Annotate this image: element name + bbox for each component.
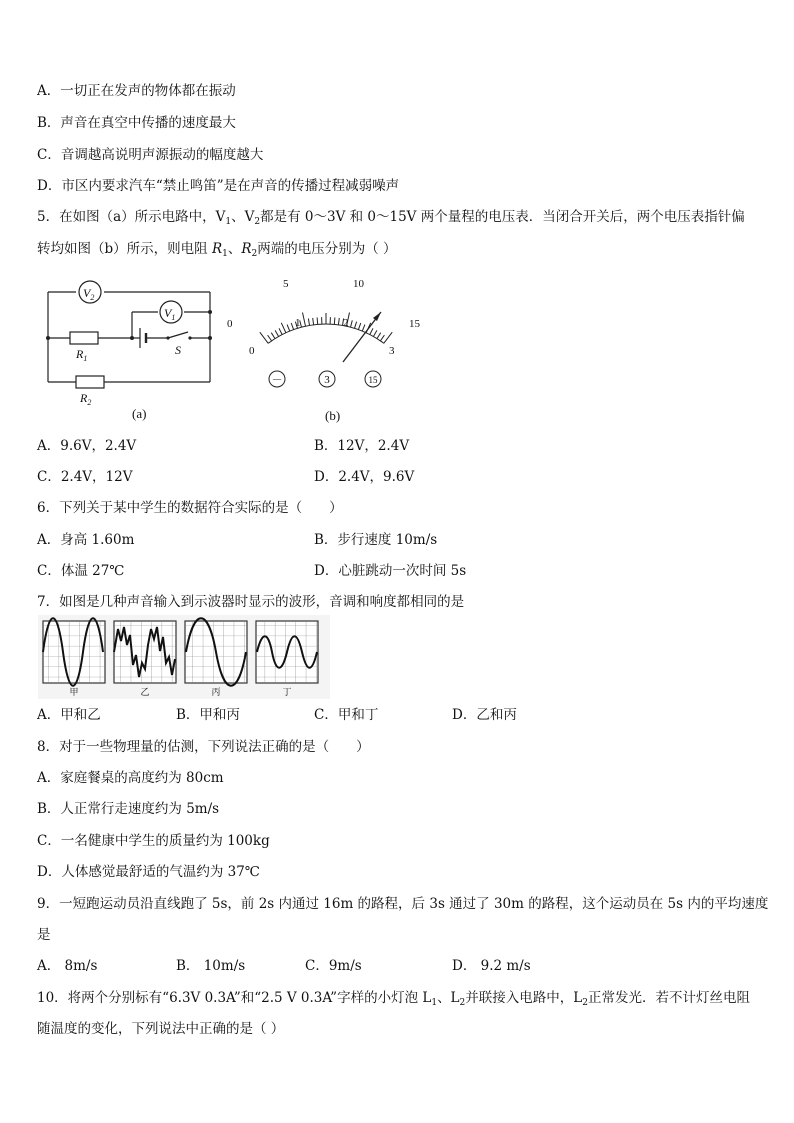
q7-stem: 7．如图是几种声音输入到示波器时显示的波形，音调和响度都相同的是 [37, 594, 465, 610]
dial-tick [303, 313, 306, 327]
q5-option-c: C．2.4V，12V [37, 469, 133, 485]
dial-tick [291, 323, 293, 330]
q7-option-d: D．乙和丙 [452, 707, 517, 723]
dial-bottom-label-2: 2 [343, 317, 349, 329]
figure-a-caption: (a) [132, 406, 147, 421]
waveform-bing [185, 618, 247, 686]
dial-tick [377, 333, 381, 339]
q8-option-c: C．一名健康中学生的质量约为 100kg [37, 833, 270, 849]
q5-option-b: B．12V，2.4V [314, 438, 410, 454]
q6-option-d: D．心脏跳动一次时间 5s [314, 563, 467, 579]
r2-label: $R_2$ [80, 391, 92, 407]
dial-bottom-label-0: 0 [249, 345, 255, 357]
waveform-label-bing: 丙 [211, 688, 221, 698]
q9-stem-line1: 9．一短跑运动员沿直线跑了 5s，前 2s 内通过 16m 的路程，后 3s 通过了 30m 的路程，这个运动员在 5s 内的平均速度 [37, 896, 769, 912]
dial-tick [334, 317, 335, 324]
q8-option-a: A．家庭餐桌的高度约为 80cm [37, 770, 224, 786]
dial-tick [308, 319, 309, 326]
dial-tick [380, 335, 384, 341]
waveform-label-ding: 丁 [282, 688, 292, 698]
q7-option-b: B．甲和丙 [176, 707, 240, 723]
dial-tick [358, 323, 360, 330]
dial-tick [355, 322, 357, 329]
dial-tick [338, 318, 339, 325]
v2-label: $V_2$ [83, 286, 95, 302]
dial-top-label-15: 15 [409, 318, 420, 330]
q6-option-b: B．步行速度 10m/s [314, 532, 438, 548]
q4-option-b: B．声音在真空中传播的速度最大 [37, 115, 236, 131]
terminal-15-label: 15 [368, 375, 378, 385]
q6-stem: 6．下列关于某中学生的数据符合实际的是（ ） [37, 500, 343, 516]
dial-tick [362, 325, 365, 332]
q5-option-a: A．9.6V，2.4V [37, 438, 137, 454]
dial-tick [370, 328, 373, 334]
q5-option-d: D．2.4V，9.6V [314, 469, 415, 485]
dial-tick [281, 323, 286, 333]
q6-option-c: C．体温 27℃ [37, 563, 125, 579]
waveform-label-yi: 乙 [140, 688, 150, 698]
dial-top-label-0: 0 [227, 318, 233, 330]
dial-tick [287, 325, 290, 332]
dial-tick [351, 320, 353, 327]
q9-option-d: D． 9.2 m/s [452, 958, 531, 974]
q4-option-a: A．一切正在发声的物体都在振动 [37, 83, 236, 99]
q10-stem-line2: 随温度的变化，下列说法中正确的是（ ） [37, 1021, 285, 1037]
waveform-ding [256, 621, 318, 683]
q8-option-d: D．人体感觉最舒适的气温约为 37℃ [37, 864, 260, 880]
q9-option-a: A． 8m/s [37, 958, 98, 974]
dial-tick [268, 335, 272, 341]
dial-tick [373, 330, 377, 336]
q9-option-c: C．9m/s [305, 958, 362, 974]
figure-b-caption: (b) [325, 408, 341, 423]
q7-option-a: A．甲和乙 [37, 707, 101, 723]
terminal-3-label: 3 [324, 374, 330, 386]
r1-label: $R_1$ [76, 347, 88, 363]
terminal-negative-label: － [271, 374, 283, 386]
dial-bottom-label-3: 3 [389, 345, 395, 357]
dial-tick [384, 332, 392, 343]
dial-bottom-label-1: 1 [295, 317, 301, 329]
dial-tick [275, 330, 279, 336]
dial-tick [313, 318, 314, 325]
q8-stem: 8．对于一些物理量的估测，下列说法正确的是（ ） [37, 739, 370, 755]
q5-stem-line2: 转均如图（b）所示，则电阻 $R_1$、$R_2$两端的电压分别为（ ） [37, 241, 397, 259]
v1-label: $V_1$ [164, 306, 176, 322]
q5-stem-line1: 5．在如图（a）所示电路中，$V_1$、$V_2$都是有 0～3V 和 0～15V 两个量程的电压表．当闭合开关后，两个电压表指针偏 [37, 209, 745, 227]
q9-option-b: B． 10m/s [176, 958, 246, 974]
waveform-label-jia: 甲 [69, 688, 79, 698]
oscilloscope-waveforms [38, 615, 330, 699]
dial-tick [260, 332, 268, 343]
dial-tick [271, 333, 275, 339]
waveform-jia [43, 618, 105, 686]
voltmeter-dial-b [225, 270, 435, 430]
dial-tick [279, 328, 282, 334]
q4-option-c: C．音调越高说明声源振动的幅度越大 [37, 147, 264, 163]
q9-stem-line2: 是 [37, 927, 51, 943]
dial-top-label-10: 10 [353, 278, 364, 290]
q4-option-d: D．市区内要求汽车“禁止鸣笛”是在声音的传播过程减弱噪声 [37, 178, 400, 194]
q7-option-c: C．甲和丁 [314, 707, 379, 723]
switch-label: S [175, 343, 181, 357]
q6-option-a: A．身高 1.60m [37, 532, 135, 548]
waveform-yi [114, 621, 176, 683]
q8-option-b: B．人正常行走速度约为 5m/s [37, 801, 220, 817]
circuit-diagram-a [40, 276, 220, 426]
dial-tick [317, 317, 318, 324]
q10-stem-line1: 10．将两个分别标有“6.3V 0.3A”和“2.5 V 0.3A”字样的小灯泡 $L_1$、$L_2$并联接入电路中，$L_2$正常发光．若不计灯丝电阻 [37, 990, 750, 1008]
dial-top-label-5: 5 [283, 278, 289, 290]
